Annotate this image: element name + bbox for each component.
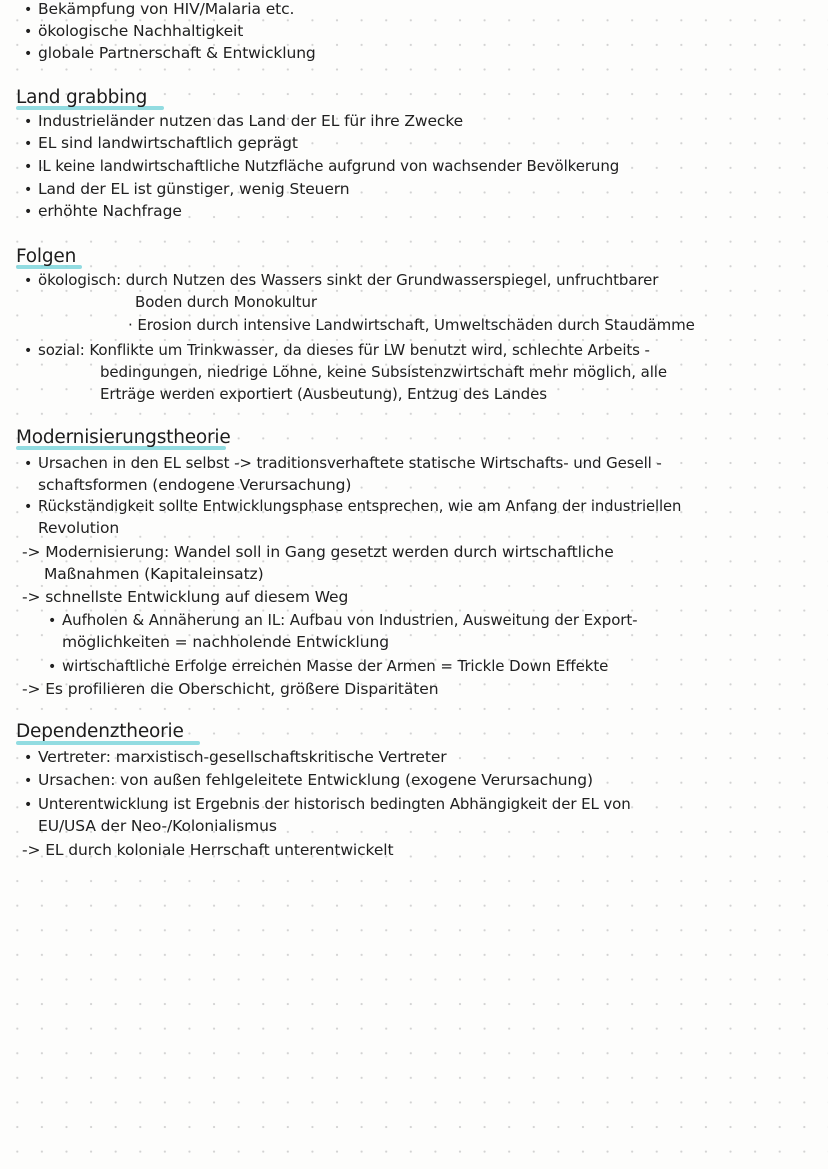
list-item xyxy=(48,656,609,677)
list-item xyxy=(48,610,638,631)
list-item xyxy=(24,453,662,474)
list-item xyxy=(24,156,620,177)
bullet-icon: • xyxy=(24,2,33,18)
list-item-text: globale Partnerschaft & Entwicklung xyxy=(38,44,316,62)
list-item xyxy=(24,340,650,361)
list-item xyxy=(24,133,298,154)
bullet-icon: • xyxy=(24,159,33,175)
section-heading-dependenztheorie: Dependenztheorie xyxy=(16,721,184,742)
continuation-text: Boden durch Monokultur xyxy=(135,293,317,311)
list-item-text: ökologische Nachhaltigkeit xyxy=(38,22,244,40)
bullet-icon: • xyxy=(24,499,33,515)
list-item xyxy=(24,111,464,132)
bullet-icon: • xyxy=(48,659,57,675)
list-item-text: Rückständigkeit sollte Entwicklungsphase entsprechen, wie am Anfang der industriellen xyxy=(38,498,682,515)
list-item xyxy=(24,270,659,291)
list-item-text: ökologisch: durch Nutzen des Wassers sinkt der Grundwasserspiegel, unfruchtbarer xyxy=(38,271,659,289)
list-item xyxy=(24,770,593,791)
list-item-text: Aufholen & Annäherung an IL: Aufbau von Industrien, Ausweitung der Export- xyxy=(62,611,638,629)
list-item-text: Land der EL ist günstiger, wenig Steuern xyxy=(38,180,350,198)
list-item xyxy=(24,43,316,64)
continuation-text: Maßnahmen (Kapitaleinsatz) xyxy=(44,565,264,583)
list-item-text: wirtschaftliche Erfolge erreichen Masse der Armen = Trickle Down Effekte xyxy=(62,657,609,675)
list-item-text: Unterentwicklung ist Ergebnis der historisch bedingten Abhängigkeit der EL von xyxy=(38,795,631,813)
continuation-text: Erträge werden exportiert (Ausbeutung), Entzug des Landes xyxy=(100,385,547,403)
list-item xyxy=(24,179,350,200)
bullet-icon: • xyxy=(24,797,33,813)
list-item xyxy=(24,747,447,768)
list-item xyxy=(24,497,682,517)
continuation-text: EU/USA der Neo-/Kolonialismus xyxy=(38,817,277,835)
bullet-icon: • xyxy=(24,750,33,766)
continuation-text: · Erosion durch intensive Landwirtschaft, Umweltschäden durch Staudämme xyxy=(128,316,695,334)
arrow-line: -> Modernisierung: Wandel soll in Gang gesetzt werden durch wirtschaftliche xyxy=(22,543,614,561)
bullet-icon: • xyxy=(24,456,33,472)
list-item-text: Bekämpfung von HIV/Malaria etc. xyxy=(38,0,295,18)
list-item-text: Ursachen: von außen fehlgeleitete Entwicklung (exogene Verursachung) xyxy=(38,771,593,789)
bullet-icon: • xyxy=(24,24,33,40)
list-item-text: Vertreter: marxistisch-gesellschaftskritische Vertreter xyxy=(38,748,447,766)
bullet-icon: • xyxy=(24,136,33,152)
list-item-text: IL keine landwirtschaftliche Nutzfläche aufgrund von wachsender Bevölkerung xyxy=(38,157,620,175)
list-item-text: EL sind landwirtschaftlich geprägt xyxy=(38,134,298,152)
continuation-text: schaftsformen (endogene Verursachung) xyxy=(38,476,352,494)
bullet-icon: • xyxy=(24,773,33,789)
arrow-line: -> schnellste Entwicklung auf diesem Weg xyxy=(22,588,349,606)
section-heading-folgen: Folgen xyxy=(16,246,77,267)
arrow-line: -> Es profilieren die Oberschicht, größere Disparitäten xyxy=(22,680,439,698)
section-heading-modernisierungstheorie: Modernisierungstheorie xyxy=(16,427,231,448)
bullet-icon: • xyxy=(24,273,33,289)
list-item xyxy=(24,794,631,815)
list-item-text: erhöhte Nachfrage xyxy=(38,202,182,220)
bullet-icon: • xyxy=(24,114,33,130)
bullet-icon: • xyxy=(48,613,57,629)
list-item-text: Ursachen in den EL selbst -> traditionsverhaftete statische Wirtschafts- und Gesell - xyxy=(38,454,662,472)
bullet-icon: • xyxy=(24,204,33,220)
bullet-icon: • xyxy=(24,343,33,359)
continuation-text: bedingungen, niedrige Löhne, keine Subsistenzwirtschaft mehr möglich, alle xyxy=(100,363,667,381)
list-item-text: Industrieländer nutzen das Land der EL für ihre Zwecke xyxy=(38,112,464,130)
continuation-text: Revolution xyxy=(38,519,120,537)
arrow-line: -> EL durch koloniale Herrschaft unterentwickelt xyxy=(22,841,394,859)
list-item xyxy=(24,201,182,222)
list-item xyxy=(24,0,295,20)
list-item-text: sozial: Konflikte um Trinkwasser, da dieses für LW benutzt wird, schlechte Arbeits - xyxy=(38,341,650,359)
bullet-icon: • xyxy=(24,182,33,198)
bullet-icon: • xyxy=(24,46,33,62)
list-item xyxy=(24,21,244,42)
continuation-text: möglichkeiten = nachholende Entwicklung xyxy=(62,633,389,651)
section-heading-land-grabbing: Land grabbing xyxy=(16,87,148,108)
